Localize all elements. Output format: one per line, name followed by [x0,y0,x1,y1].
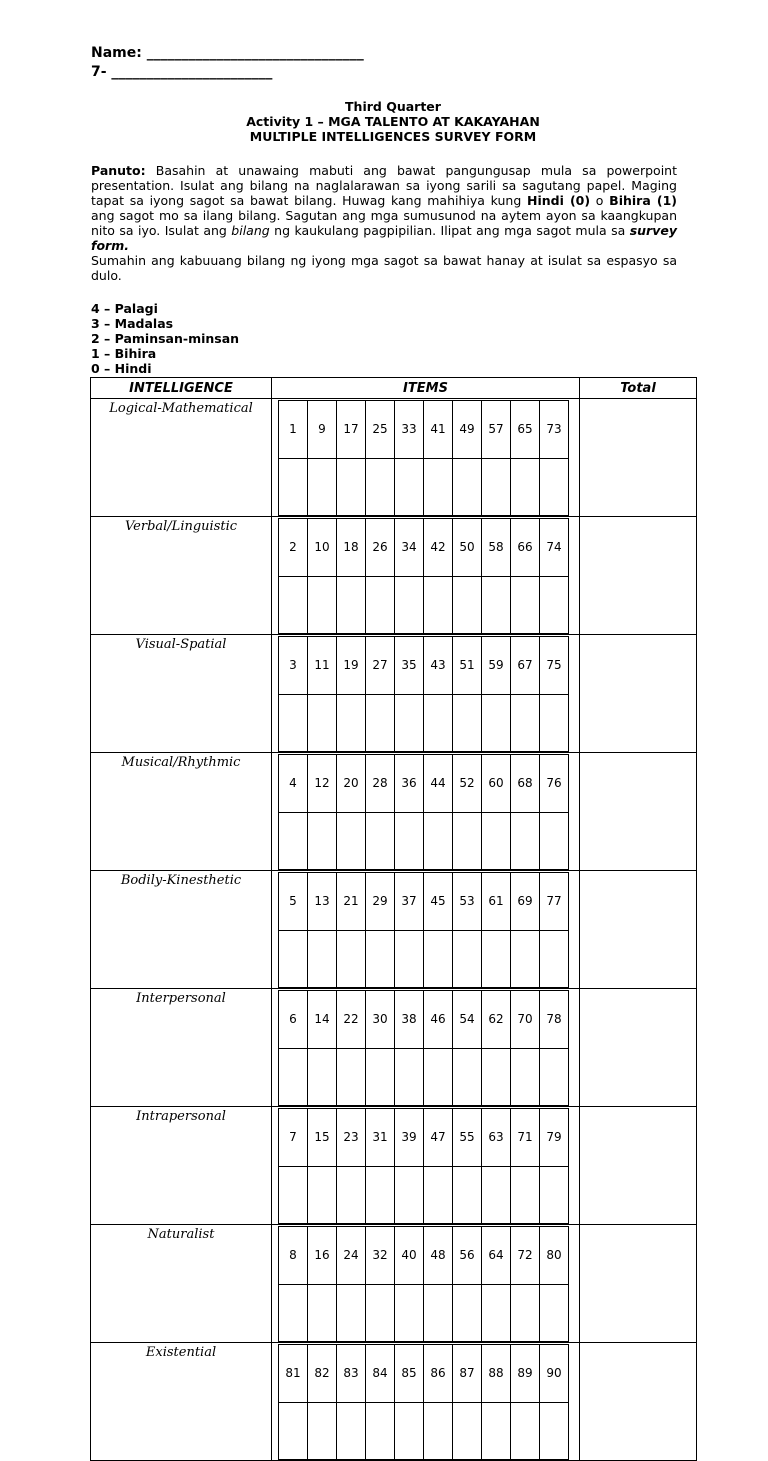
item-number: 29 [366,873,395,931]
item-number: 30 [366,991,395,1049]
item-number: 28 [366,755,395,813]
items-grid [278,1226,569,1342]
items-grid [278,636,569,752]
items-grid [278,1108,569,1224]
item-number: 7 [279,1109,308,1167]
answer-box[interactable] [366,694,395,752]
item-number: 64 [482,1227,511,1285]
items-cell [272,399,580,517]
items-cell [272,753,580,871]
items-cell [272,989,580,1107]
answer-box[interactable] [308,458,337,516]
items-cell [272,1343,580,1461]
item-number: 27 [366,637,395,695]
answer-box[interactable] [540,576,569,634]
answer-box[interactable] [540,458,569,516]
table-row [91,399,697,517]
item-numbers-row [279,873,569,931]
item-number: 51 [453,637,482,695]
items-cell [272,517,580,635]
item-number: 49 [453,401,482,459]
total-cell[interactable] [580,635,697,753]
item-number: 36 [395,755,424,813]
answer-box[interactable] [395,576,424,634]
header-items: ITEMS [272,378,580,399]
intelligence-name: Verbal/Linguistic [91,517,272,635]
answer-box[interactable] [395,458,424,516]
answer-box[interactable] [279,694,308,752]
answer-box[interactable] [337,1402,366,1460]
answer-box[interactable] [482,576,511,634]
scale-item: 1 – Bihira [91,346,157,361]
answer-box[interactable] [337,930,366,988]
answer-row [279,576,569,634]
items-grid [278,754,569,870]
name-line[interactable]: Name: _______________________________ [91,45,364,61]
intelligence-name: Visual-Spatial [91,635,272,753]
answer-box[interactable] [511,1166,540,1224]
item-number: 86 [424,1345,453,1403]
table-row [91,517,697,635]
item-number: 33 [395,401,424,459]
total-cell[interactable] [580,1107,697,1225]
answer-box[interactable] [511,930,540,988]
answer-box[interactable] [424,1402,453,1460]
answer-box[interactable] [424,1284,453,1342]
answer-box[interactable] [540,694,569,752]
answer-box[interactable] [511,1048,540,1106]
item-number: 82 [308,1345,337,1403]
item-number: 18 [337,519,366,577]
section-line[interactable]: 7- _______________________ [91,64,273,80]
answer-box[interactable] [540,1284,569,1342]
item-number: 1 [279,401,308,459]
item-number: 48 [424,1227,453,1285]
item-number: 43 [424,637,453,695]
table-row [91,753,697,871]
item-number: 72 [511,1227,540,1285]
answer-box[interactable] [511,576,540,634]
item-number: 60 [482,755,511,813]
answer-box[interactable] [424,930,453,988]
answer-box[interactable] [366,1402,395,1460]
item-number: 80 [540,1227,569,1285]
answer-box[interactable] [308,930,337,988]
items-cell [272,871,580,989]
answer-box[interactable] [337,812,366,870]
scale-item: 0 – Hindi [91,361,152,376]
answer-box[interactable] [395,1284,424,1342]
item-number: 88 [482,1345,511,1403]
intelligence-name: Intrapersonal [91,1107,272,1225]
item-number: 11 [308,637,337,695]
item-number: 34 [395,519,424,577]
answer-box[interactable] [279,1166,308,1224]
item-number: 70 [511,991,540,1049]
answer-box[interactable] [308,1284,337,1342]
answer-box[interactable] [337,1166,366,1224]
item-number: 87 [453,1345,482,1403]
answer-box[interactable] [424,812,453,870]
answer-box[interactable] [395,1166,424,1224]
item-number: 45 [424,873,453,931]
answer-box[interactable] [540,812,569,870]
answer-box[interactable] [453,458,482,516]
survey-table [90,377,697,1461]
item-numbers-row [279,1345,569,1403]
item-number: 15 [308,1109,337,1167]
item-number: 65 [511,401,540,459]
item-number: 6 [279,991,308,1049]
scale-item: 2 – Paminsan-minsan [91,331,240,346]
instructions-summing: Sumahin ang kabuuang bilang ng iyong mga sagot sa bawat hanay at isulat sa espasyo sa dulo. [91,253,677,283]
answer-box[interactable] [366,576,395,634]
answer-box[interactable] [308,576,337,634]
item-numbers-row [279,755,569,813]
item-number: 21 [337,873,366,931]
answer-box[interactable] [366,812,395,870]
answer-box[interactable] [540,1048,569,1106]
answer-box[interactable] [279,1402,308,1460]
table-row [91,871,697,989]
title-block [91,99,695,144]
item-number: 79 [540,1109,569,1167]
answer-box[interactable] [366,1166,395,1224]
answer-box[interactable] [279,1284,308,1342]
item-number: 17 [337,401,366,459]
item-number: 83 [337,1345,366,1403]
items-cell [272,1107,580,1225]
item-numbers-row [279,1109,569,1167]
answer-box[interactable] [511,812,540,870]
total-cell[interactable] [580,753,697,871]
header-intelligence: INTELLIGENCE [91,378,272,399]
instructions-text-1: Basahin at unawaing mabuti ang bawat pangungusap mula sa powerpoint presentation. Isulat ang bilang na naglalarawan sa iyong sarili sa sagutang papel. Maging tapat sa iyong sagot sa bawat bilang. Huwag kang mahihiya kung [91,163,677,208]
intelligence-name: Bodily-Kinesthetic [91,871,272,989]
item-number: 61 [482,873,511,931]
items-grid [278,872,569,988]
answer-box[interactable] [482,458,511,516]
item-number: 9 [308,401,337,459]
item-number: 59 [482,637,511,695]
instructions-or: o [590,193,610,208]
item-number: 32 [366,1227,395,1285]
item-number: 78 [540,991,569,1049]
header-total: Total [580,378,697,399]
total-cell[interactable] [580,517,697,635]
item-number: 38 [395,991,424,1049]
answer-box[interactable] [453,694,482,752]
item-number: 24 [337,1227,366,1285]
answer-box[interactable] [511,694,540,752]
item-number: 40 [395,1227,424,1285]
item-number: 44 [424,755,453,813]
item-number: 90 [540,1345,569,1403]
item-number: 56 [453,1227,482,1285]
answer-box[interactable] [337,694,366,752]
answer-row [279,930,569,988]
intelligence-name: Logical-Mathematical [91,399,272,517]
intelligence-name: Musical/Rhythmic [91,753,272,871]
answer-box[interactable] [279,576,308,634]
item-numbers-row [279,991,569,1049]
answer-box[interactable] [395,694,424,752]
item-number: 14 [308,991,337,1049]
item-number: 26 [366,519,395,577]
item-number: 42 [424,519,453,577]
item-number: 84 [366,1345,395,1403]
answer-box[interactable] [540,1402,569,1460]
answer-box[interactable] [511,1284,540,1342]
item-number: 53 [453,873,482,931]
item-number: 74 [540,519,569,577]
total-cell[interactable] [580,1343,697,1461]
item-number: 66 [511,519,540,577]
answer-row [279,1166,569,1224]
items-grid [278,990,569,1106]
form-title: MULTIPLE INTELLIGENCES SURVEY FORM [249,129,537,144]
answer-row [279,1284,569,1342]
hindi-label: Hindi (0) [527,193,591,208]
bihira-label: Bihira (1) [609,193,677,208]
answer-box[interactable] [424,458,453,516]
rating-scale [91,301,239,376]
item-number: 46 [424,991,453,1049]
item-number: 81 [279,1345,308,1403]
answer-row [279,1402,569,1460]
intelligence-name: Naturalist [91,1225,272,1343]
item-number: 52 [453,755,482,813]
item-number: 68 [511,755,540,813]
item-number: 73 [540,401,569,459]
answer-box[interactable] [366,458,395,516]
answer-box[interactable] [395,812,424,870]
item-number: 5 [279,873,308,931]
instructions [91,163,677,283]
item-number: 75 [540,637,569,695]
item-number: 69 [511,873,540,931]
item-number: 58 [482,519,511,577]
intelligence-name: Interpersonal [91,989,272,1107]
answer-box[interactable] [308,1166,337,1224]
answer-row [279,458,569,516]
answer-box[interactable] [308,812,337,870]
answer-box[interactable] [308,1048,337,1106]
answer-box[interactable] [482,1402,511,1460]
answer-box[interactable] [366,1284,395,1342]
item-numbers-row [279,1227,569,1285]
answer-box[interactable] [337,1048,366,1106]
item-number: 76 [540,755,569,813]
instructions-text-2: ang sagot mo sa ilang bilang. Sagutan ang mga sumusunod na aytem ayon sa kaangkupan nito sa iyo. Isulat ang [91,208,677,238]
items-cell [272,1225,580,1343]
answer-box[interactable] [337,458,366,516]
instructions-label: Panuto: [91,163,146,178]
answer-box[interactable] [511,1402,540,1460]
items-cell [272,635,580,753]
item-number: 19 [337,637,366,695]
answer-row [279,694,569,752]
items-grid [278,400,569,516]
answer-box[interactable] [308,694,337,752]
instructions-paragraph [91,163,677,253]
item-number: 25 [366,401,395,459]
item-number: 71 [511,1109,540,1167]
answer-box[interactable] [424,1166,453,1224]
item-number: 54 [453,991,482,1049]
table-row [91,1107,697,1225]
answer-box[interactable] [453,930,482,988]
scale-item: 3 – Madalas [91,316,174,331]
item-numbers-row [279,637,569,695]
item-number: 39 [395,1109,424,1167]
answer-box[interactable] [308,1402,337,1460]
item-number: 4 [279,755,308,813]
item-number: 23 [337,1109,366,1167]
answer-box[interactable] [279,458,308,516]
answer-box[interactable] [424,576,453,634]
total-cell[interactable] [580,871,697,989]
item-number: 50 [453,519,482,577]
total-cell[interactable] [580,399,697,517]
answer-box[interactable] [395,930,424,988]
item-number: 57 [482,401,511,459]
answer-box[interactable] [540,930,569,988]
table-row [91,635,697,753]
answer-box[interactable] [337,1284,366,1342]
answer-box[interactable] [482,1284,511,1342]
answer-box[interactable] [482,812,511,870]
answer-box[interactable] [279,812,308,870]
answer-box[interactable] [337,576,366,634]
answer-box[interactable] [395,1402,424,1460]
answer-box[interactable] [482,1166,511,1224]
quarter-title: Third Quarter [345,99,441,114]
item-number: 3 [279,637,308,695]
item-number: 67 [511,637,540,695]
table-row [91,1225,697,1343]
answer-box[interactable] [366,1048,395,1106]
items-grid [278,1344,569,1460]
answer-box[interactable] [453,1402,482,1460]
answer-box[interactable] [453,812,482,870]
table-row [91,1343,697,1461]
answer-box[interactable] [424,1048,453,1106]
answer-box[interactable] [395,1048,424,1106]
scale-item: 4 – Palagi [91,301,158,316]
item-number: 2 [279,519,308,577]
item-number: 55 [453,1109,482,1167]
answer-box[interactable] [453,1048,482,1106]
intelligence-name: Existential [91,1343,272,1461]
bilang-word: bilang [231,223,270,238]
item-number: 77 [540,873,569,931]
item-number: 20 [337,755,366,813]
items-grid [278,518,569,634]
item-number: 47 [424,1109,453,1167]
item-numbers-row [279,519,569,577]
total-cell[interactable] [580,989,697,1107]
answer-box[interactable] [482,694,511,752]
answer-box[interactable] [424,694,453,752]
answer-box[interactable] [482,1048,511,1106]
item-number: 12 [308,755,337,813]
item-numbers-row [279,401,569,459]
answer-box[interactable] [453,576,482,634]
answer-box[interactable] [482,930,511,988]
item-number: 37 [395,873,424,931]
answer-row [279,1048,569,1106]
item-number: 62 [482,991,511,1049]
answer-box[interactable] [453,1284,482,1342]
item-number: 10 [308,519,337,577]
item-number: 22 [337,991,366,1049]
answer-box[interactable] [279,1048,308,1106]
answer-box[interactable] [366,930,395,988]
item-number: 16 [308,1227,337,1285]
total-cell[interactable] [580,1225,697,1343]
item-number: 89 [511,1345,540,1403]
answer-box[interactable] [511,458,540,516]
activity-title: Activity 1 – MGA TALENTO AT KAKAYAHAN [246,114,540,129]
answer-box[interactable] [453,1166,482,1224]
answer-row [279,812,569,870]
answer-box[interactable] [540,1166,569,1224]
item-number: 8 [279,1227,308,1285]
item-number: 85 [395,1345,424,1403]
survey-form-word: survey form. [91,223,677,253]
item-number: 13 [308,873,337,931]
item-number: 41 [424,401,453,459]
item-number: 35 [395,637,424,695]
table-row [91,989,697,1107]
answer-box[interactable] [279,930,308,988]
item-number: 31 [366,1109,395,1167]
item-number: 63 [482,1109,511,1167]
instructions-text-3: ng kaukulang pagpipilian. Ilipat ang mga sagot mula sa [269,223,630,238]
